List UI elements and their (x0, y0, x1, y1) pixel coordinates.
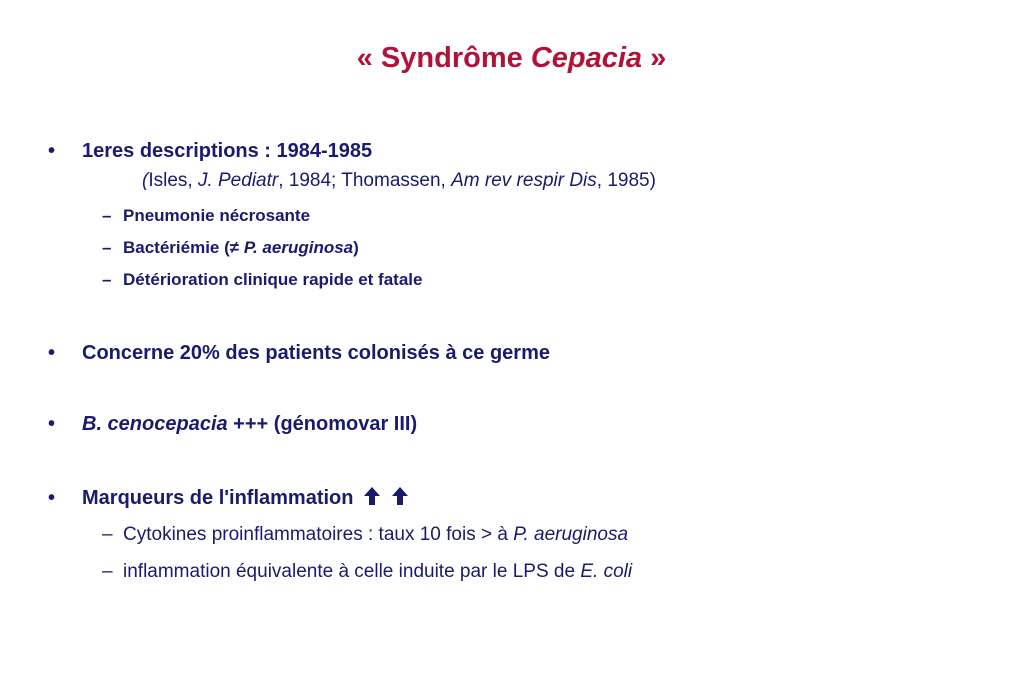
bullet-text: +++ (génomovar III) (227, 413, 418, 435)
title-prefix: « Syndrôme (356, 42, 531, 74)
dash-marker: – (102, 270, 112, 289)
species-name: B. cenocepacia (82, 413, 228, 435)
dash-marker: – (102, 524, 113, 545)
bullet-marker: • (48, 140, 56, 162)
subitem-pneumonie: – Pneumonie nécrosante (102, 206, 311, 225)
subitem-inflammation: – inflammation équivalente à celle induite par le LPS de E. coli (102, 561, 633, 582)
title-suffix: » (642, 42, 667, 74)
subitem-cytokines: – Cytokines proinflammatoires : taux 10 fois > à P. aeruginosa (102, 524, 629, 545)
dash-marker: – (102, 561, 113, 582)
bullet-cenocepacia (48, 413, 417, 436)
bullet-descriptions (48, 140, 372, 163)
bullet-concerne (48, 342, 550, 365)
title-italic: Cepacia (530, 42, 643, 74)
dash-marker: – (102, 238, 112, 257)
bullet-text: 1eres descriptions : 1984-1985 (82, 140, 373, 162)
bullet-marker: • (48, 342, 56, 364)
subitem-deterioration: – Détérioration clinique rapide et fatale (102, 270, 423, 289)
bullet-text: Concerne 20% des patients colonisés à ce germe (82, 342, 550, 364)
reference-citation: (Isles, J. Pediatr, 1984; Thomassen, Am rev respir Dis, 1985) (142, 170, 656, 191)
up-arrow-icon (363, 486, 381, 506)
subitem-bacteriemie: – Bactériémie (≠ P. aeruginosa) (102, 238, 359, 257)
bullet-marker: • (48, 487, 56, 509)
slide-title (0, 42, 1023, 75)
bullet-marqueurs (48, 486, 409, 510)
up-arrow-icon (391, 486, 409, 506)
bullet-marker: • (48, 413, 56, 435)
bullet-text: Marqueurs de l'inflammation (82, 487, 354, 509)
dash-marker: – (102, 206, 112, 225)
